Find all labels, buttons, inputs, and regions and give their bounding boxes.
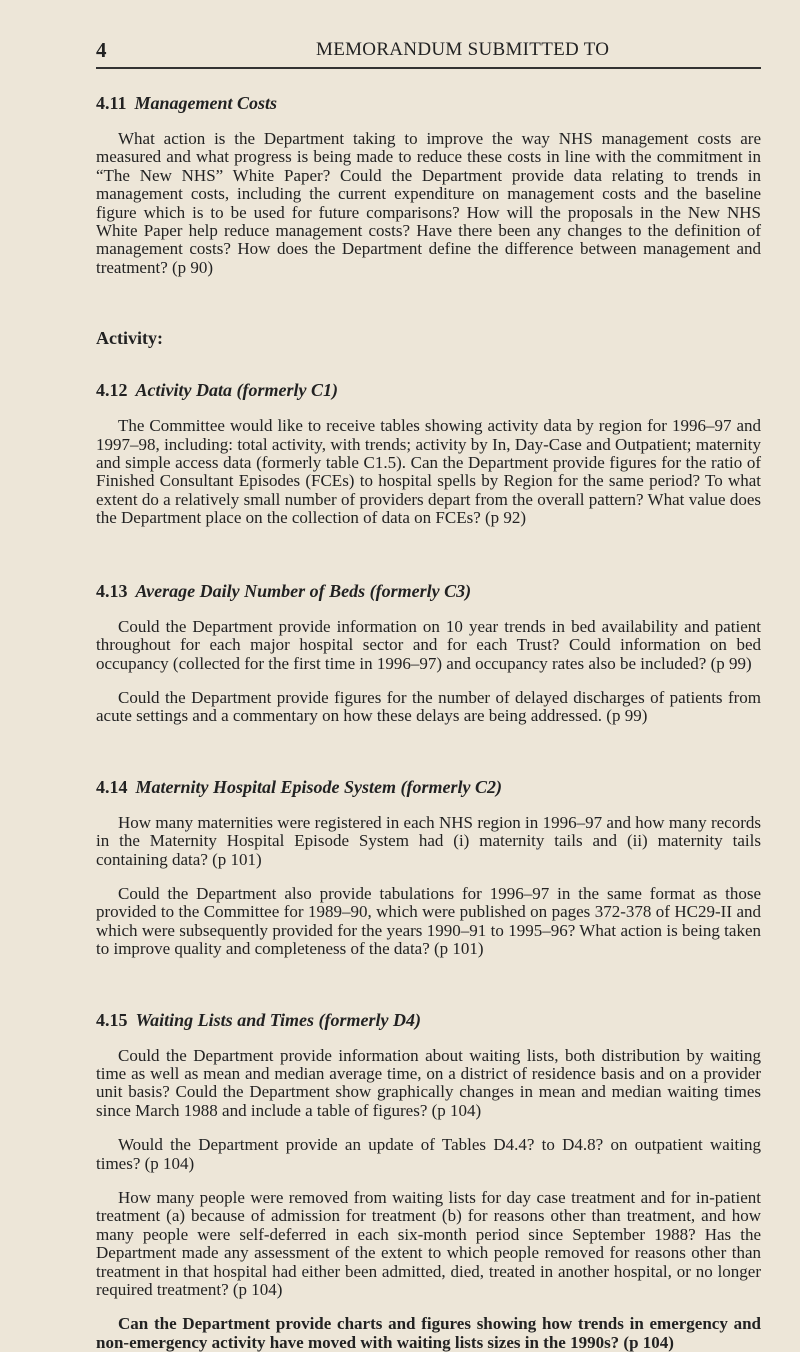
page-header [96,38,761,64]
paragraph: Could the Department provide information about waiting lists, both distribution by waiting time as well as mean and median average time, on a district of residence basis and on a provider unit basis? Could the Department show graphically changes in mean and median waiting times since March 1988 and include a table of figures? (p 104) [96,1045,761,1120]
paragraph: Can the Department provide charts and figures showing how trends in emergency and non-emergency activity have moved with waiting lists sizes in the 1990s? (p 104) [96,1314,761,1352]
paragraph: What action is the Department taking to improve the way NHS management costs are measured and what progress is being made to reduce these costs in line with the commitment in “The New NHS” White Paper? Could the Department provide data relating to trends in management costs, including the current expenditure on management costs and the baseline figure which is to be used for future comparisons? How will the proposals in the New NHS White Paper help reduce management costs? Have there been any changes to the definition of management costs? How does the Department define the difference between management and treatment? (p 90) [96,129,761,277]
section-number: 4.14 [96,776,128,797]
section-number: 4.12 [96,380,128,401]
section-number: 4.13 [96,580,128,601]
paragraph: The Committee would like to receive tables showing activity data by region for 1996–97 and 1997–98, including: total activity, with trends; activity by In, Day-Case and Outpatient; maternity and simple access data (formerly table C1.5). Can the Department provide figures for the ratio of Finished Consultant Episodes (FCEs) to hospital spells by Region for the same period? To what extent do a relatively small number of providers depart from the overall pattern? What value does the Department place on the collection of data on FCEs? (p 92) [96,416,761,528]
section-title: Average Daily Number of Beds (formerly C3) [135,580,472,601]
paragraph: How many people were removed from waiting lists for day case treatment and for in-patient treatment (a) because of admission for treatment (b) for reasons other than treatment, and how many people were self-deferred in each six-month period since September 1988? Has the Department made any assessment of the extent to which people removed for reasons other than treatment in that hospital had either been admitted, died, treated in another hospital, or no longer required treatment? (p 104) [96,1188,761,1300]
main-content [96,92,761,1352]
section-heading-4-15 [96,1009,761,1031]
section-title: Waiting Lists and Times (formerly D4) [135,1009,421,1030]
section-heading-4-14 [96,776,761,798]
paragraph: Could the Department also provide tabulations for 1996–97 in the same format as those provided to the Committee for 1989–90, which were published on pages 372-378 of HC29-II and which were subsequently provided for the years 1990–91 to 1995–96? What action is being taken to improve quality and completeness of the data? (p 101) [96,883,761,959]
page-number: 4 [96,38,107,62]
running-title: MEMORANDUM SUBMITTED TO [316,39,610,60]
section-number: 4.15 [96,1009,128,1030]
header-rule [96,67,761,69]
section-title: Activity Data (formerly C1) [135,380,338,401]
section-title: Management Costs [134,93,278,113]
paragraph: Could the Department provide information on 10 year trends in bed availability and patient throughout for each major hospital sector and for each Trust? Could information on bed occupancy (collected for the first time in 1996–97) and occupancy rates also be included? (p 99) [96,616,761,673]
paragraph: Could the Department provide figures for the number of delayed discharges of patients from acute settings and a commentary on how these delays are being addressed. (p 99) [96,687,761,726]
paragraph: How many maternities were registered in each NHS region in 1996–97 and how many records in the Maternity Hospital Episode System had (i) maternity tails and (ii) maternity tails containing data? (p 101) [96,812,761,869]
section-heading-4-12 [96,379,761,401]
section-title: Maternity Hospital Episode System (formerly C2) [135,776,502,797]
section-heading-4-13 [96,580,761,602]
section-heading-4-11 [96,92,761,114]
activity-heading: Activity: [96,328,163,349]
paragraph: Would the Department provide an update of Tables D4.4? to D4.8? on outpatient waiting times? (p 104) [96,1135,761,1173]
section-number: 4.11 [96,93,127,113]
